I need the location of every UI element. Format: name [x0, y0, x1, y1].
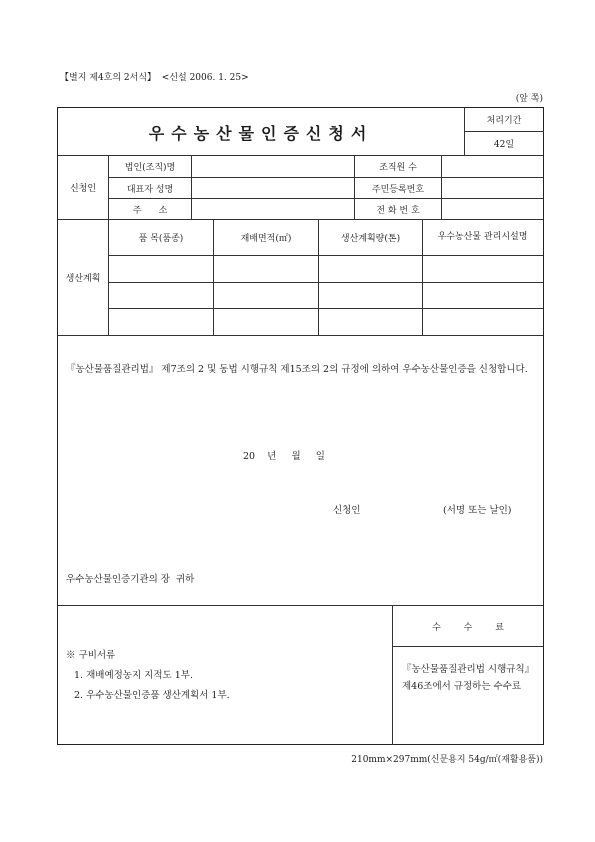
plan-cell[interactable] — [109, 283, 213, 308]
phone-field[interactable] — [442, 199, 543, 219]
corp-name-label: 법인(조직)명 — [124, 163, 176, 173]
rep-name-field[interactable] — [192, 178, 354, 198]
application-statement: 『농산물품질관리법』 제7조의 2 및 동법 시행규칙 제15조의 2의 규정에 의하여 우수농산물인증을 신청합니다. — [66, 364, 528, 375]
plan-cell[interactable] — [423, 283, 543, 308]
plan-cell[interactable] — [423, 256, 543, 282]
plan-cell[interactable] — [109, 309, 213, 335]
corp-name-field[interactable] — [192, 156, 354, 177]
resident-number-label: 주민등록번호 — [371, 184, 425, 195]
plan-cell[interactable] — [319, 309, 422, 335]
form-header — [60, 70, 249, 83]
plan-cell[interactable] — [319, 256, 422, 282]
document-item: 2. 우수농산물인증품 생산계획서 1부. — [74, 690, 230, 701]
col-header-facility: 우수농산물 관리시설명 — [437, 232, 528, 242]
applicant-section-label: 신청인 — [69, 184, 97, 194]
revision-note: <신설 2006. 1. 25> — [161, 73, 249, 83]
fee-description: 『농산물품질관리법 시행규칙』 제46조에서 규정하는 수수료 — [402, 664, 535, 692]
form-title: 우수농산물인증신청서 — [148, 123, 374, 143]
signature-label: 신청인 — [333, 505, 361, 516]
address-field[interactable] — [192, 199, 354, 219]
col-header-item: 품 목(품종) — [138, 234, 184, 244]
member-count-field[interactable] — [442, 156, 543, 177]
signature-hint: (서명 또는 날인) — [443, 505, 512, 516]
processing-period-value: 42일 — [493, 140, 515, 150]
application-form — [57, 107, 544, 745]
plan-cell[interactable] — [214, 283, 318, 308]
rep-name-label: 대표자 성명 — [126, 184, 174, 195]
col-header-area: 재배면적(㎡) — [240, 234, 292, 244]
paper-size-note: 210mm×297mm(신문용지 54g/㎡(재활용품)) — [351, 755, 543, 765]
date-line: 20 년 월 일 — [243, 451, 325, 462]
plan-cell[interactable] — [214, 256, 318, 282]
production-plan-section-label: 생산계획 — [65, 274, 101, 284]
phone-label: 전 화 번 호 — [376, 205, 420, 216]
plan-cell[interactable] — [109, 256, 213, 282]
plan-cell[interactable] — [423, 309, 543, 335]
fee-label: 수 수 료 — [432, 622, 504, 633]
member-count-label: 조직원 수 — [379, 163, 417, 173]
col-header-volume: 생산계획량(톤) — [340, 234, 401, 244]
page-side-label: (앞 쪽) — [515, 94, 543, 104]
resident-number-field[interactable] — [442, 178, 543, 198]
documents-heading: ※ 구비서류 — [66, 650, 116, 661]
document-item: 1. 재배예정농지 지적도 1부. — [74, 670, 193, 681]
plan-cell[interactable] — [319, 283, 422, 308]
form-number: 【별지 제4호의 2서식】 — [60, 73, 157, 83]
plan-cell[interactable] — [214, 309, 318, 335]
processing-period-label: 처리기간 — [486, 116, 522, 126]
addressee: 우수농산물인증기관의 장 귀하 — [66, 574, 195, 585]
address-label: 주 소 — [132, 205, 168, 216]
